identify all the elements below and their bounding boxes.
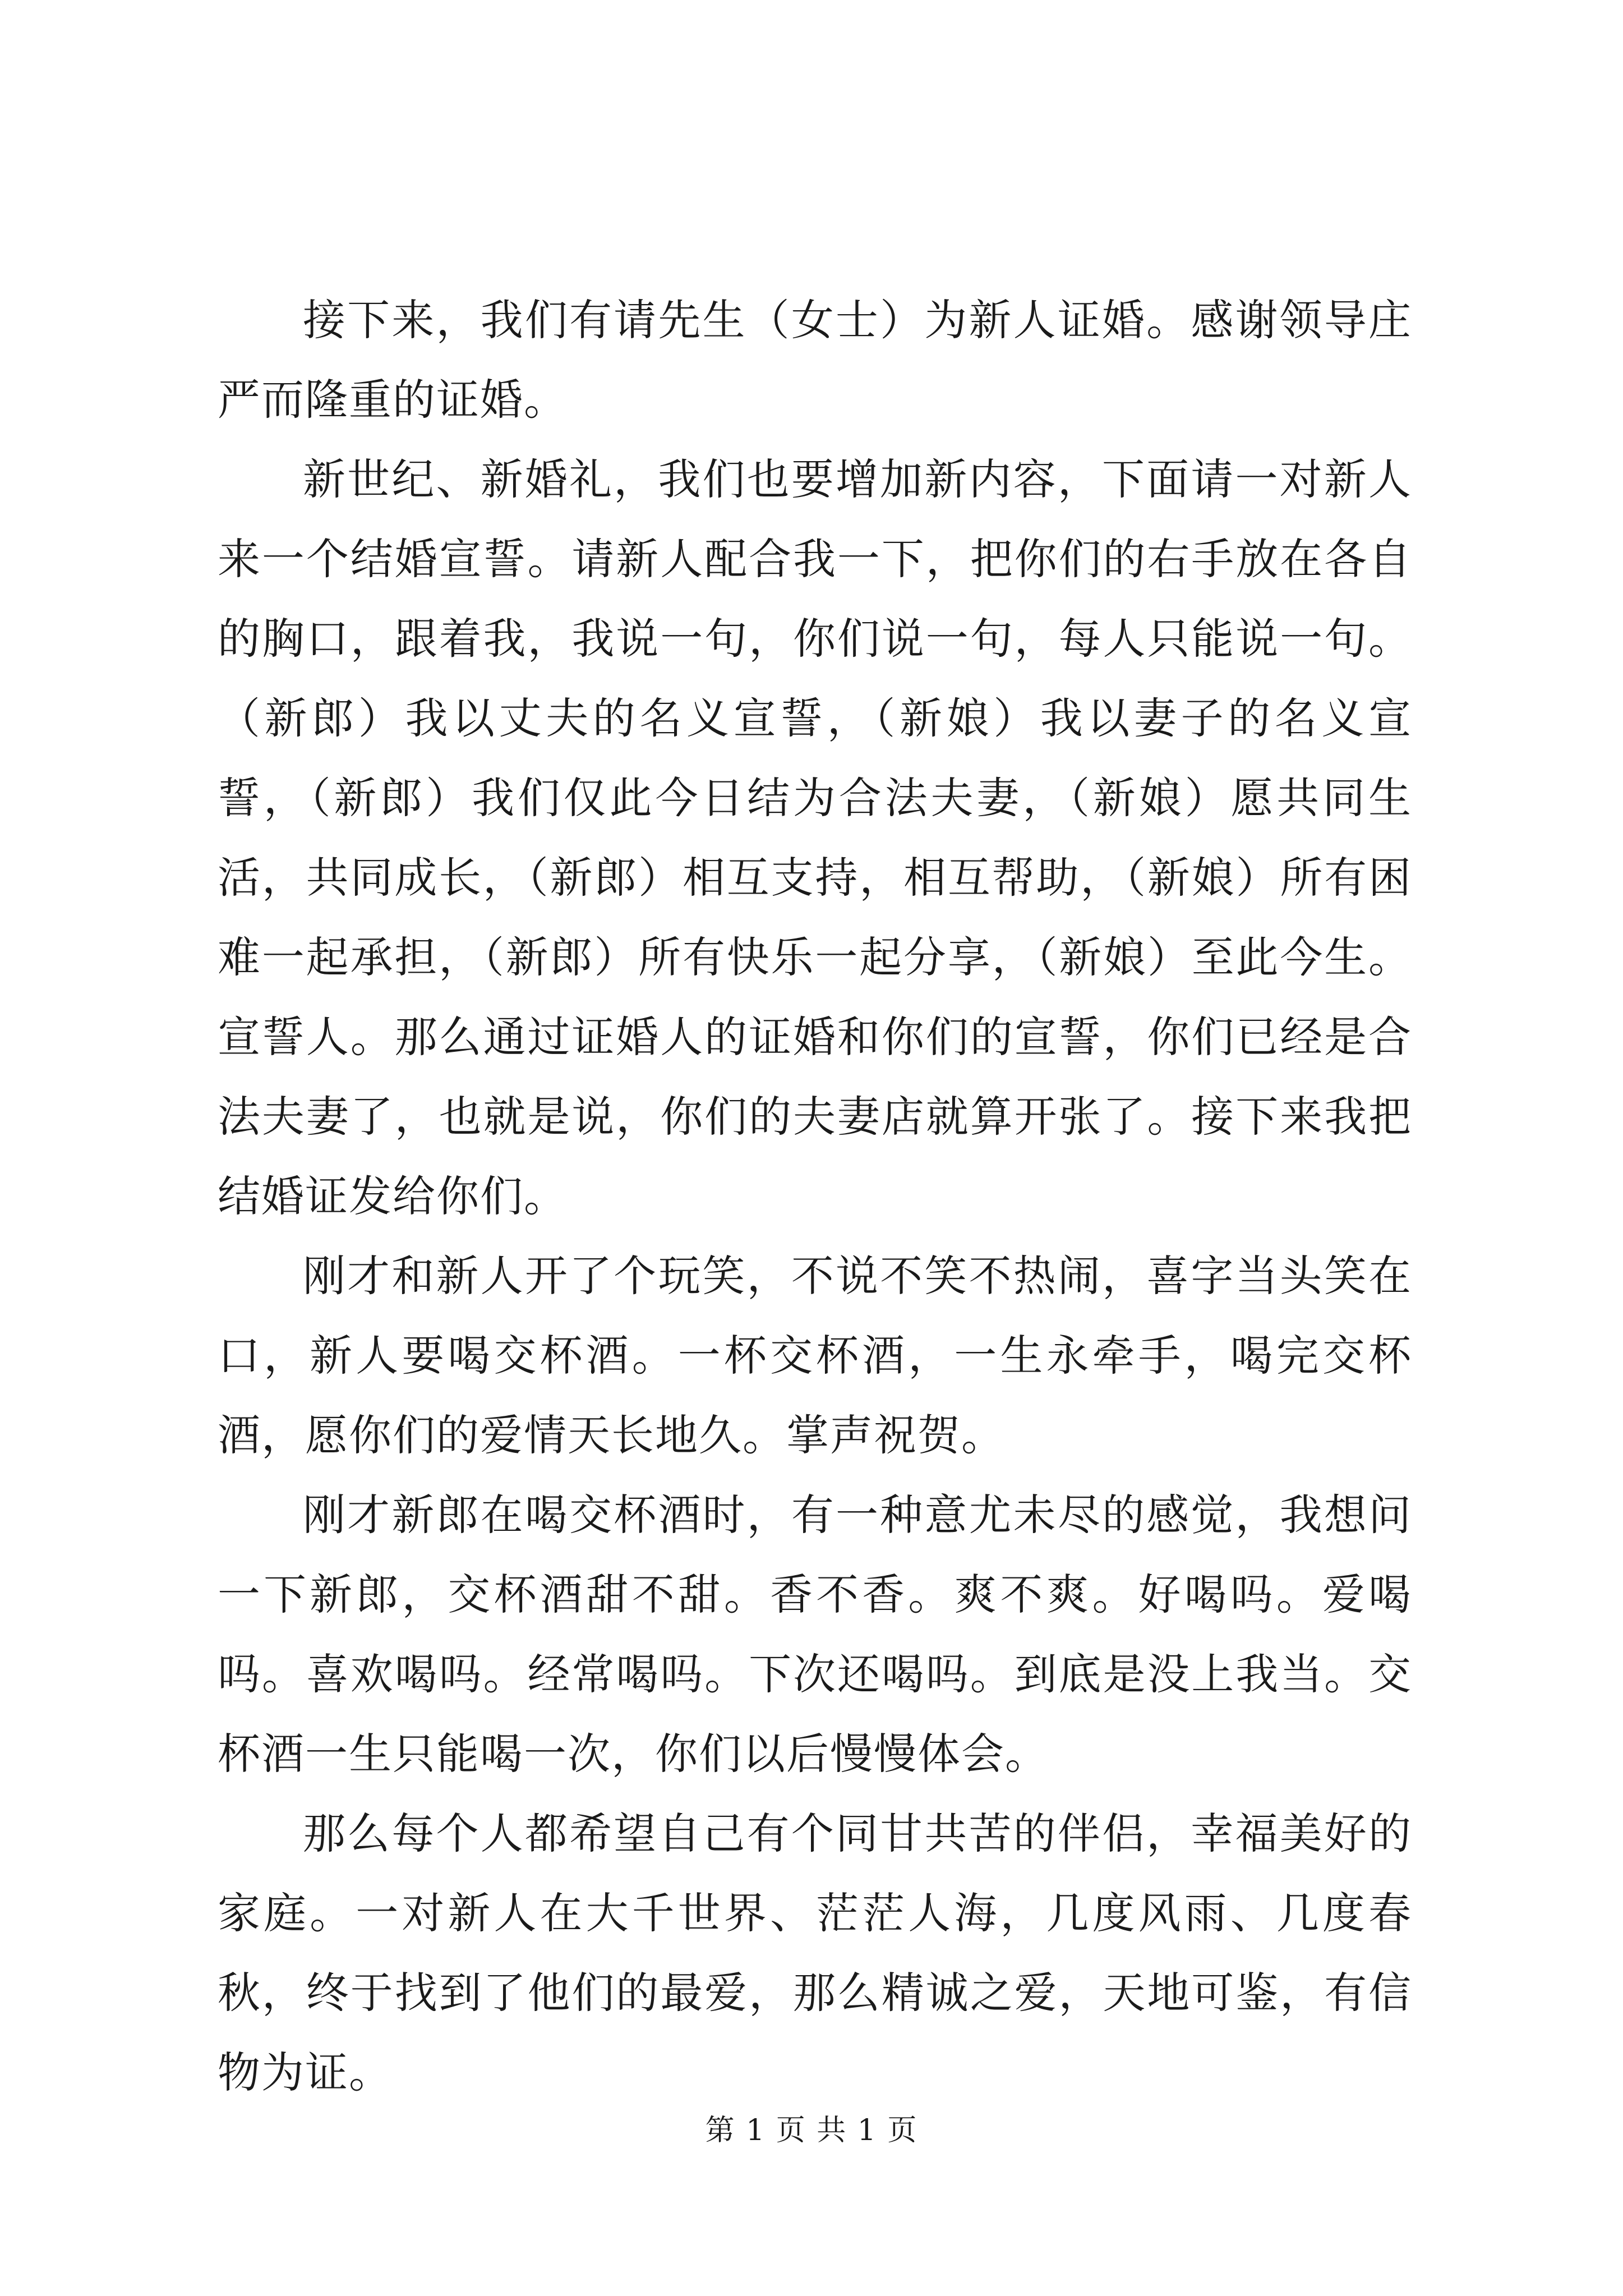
paragraph-4: 刚才新郎在喝交杯酒时，有一种意尤未尽的感觉，我想问一下新郎，交杯酒甜不甜。香不香。爽不爽。好喝吗。爱喝吗。喜欢喝吗。经常喝吗。下次还喝吗。到底是没上我当。交杯酒一生只能喝一次，你们以后慢慢体会。 bbox=[218, 1490, 1412, 1779]
paragraph-3: 刚才和新人开了个玩笑，不说不笑不热闹，喜字当头笑在口，新人要喝交杯酒。一杯交杯酒，一生永牵手，喝完交杯酒，愿你们的爱情天长地久。掌声祝贺。 bbox=[218, 1251, 1412, 1460]
paragraph-5: 那么每个人都希望自己有个同甘共苦的伴侣，幸福美好的家庭。一对新人在大千世界、茫茫人海，几度风雨、几度春秋，终于找到了他们的最爱，那么精诚之爱，天地可鉴，有信物为证。 bbox=[218, 1809, 1412, 2097]
document-body bbox=[218, 280, 1412, 2113]
page-footer: 第 1 页 共 1 页 bbox=[705, 2114, 918, 2147]
paragraph-2: 新世纪、新婚礼，我们也要增加新内容，下面请一对新人来一个结婚宣誓。请新人配合我一下，把你们的右手放在各自的胸口，跟着我，我说一句，你们说一句，每人只能说一句。（新郎）我以丈夫的名义宣誓，（新娘）我以妻子的名义宣誓，（新郎）我们仅此今日结为合法夫妻，（新娘）愿共同生活，共同成长，（新郎）相互支持，相互帮助，（新娘）所有困难一起承担，（新郎）所有快乐一起分享，（新娘）至此今生。宣誓人。那么通过证婚人的证婚和你们的宣誓，你们已经是合法夫妻了，也就是说，你们的夫妻店就算开张了。接下来我把结婚证发给你们。 bbox=[218, 454, 1412, 1221]
paragraph-1: 接下来，我们有请先生（女士）为新人证婚。感谢领导庄严而隆重的证婚。 bbox=[218, 295, 1412, 425]
